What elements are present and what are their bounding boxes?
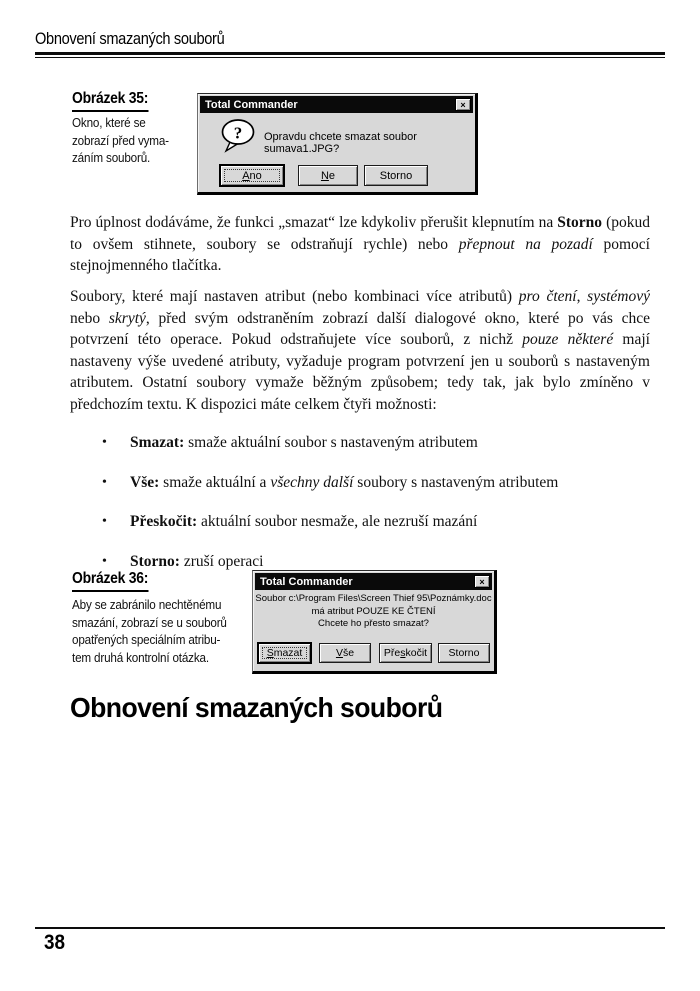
figure-36-label: Obrázek 36: xyxy=(72,570,148,592)
section-heading: Obnovení smazaných souborů xyxy=(70,692,443,723)
question-icon xyxy=(220,119,258,153)
caption-line: Aby se zabránilo nechtěnému xyxy=(72,597,222,612)
figure-35-caption xyxy=(72,114,169,167)
dialog-title: Total Commander xyxy=(205,98,298,111)
caption-line: Okno, které se xyxy=(72,115,146,130)
caption-line: tem druhá kontrolní otázka. xyxy=(72,649,209,665)
storno-button[interactable] xyxy=(438,643,490,663)
button-label: Storno xyxy=(379,169,413,182)
dialog-title-bar xyxy=(200,96,473,113)
options-list xyxy=(100,432,650,590)
page-number: 38 xyxy=(44,931,66,954)
figure-36-caption xyxy=(72,596,227,666)
message-line: Chcete ho přesto smazat? xyxy=(318,618,429,629)
caption-line: záním souborů. xyxy=(72,150,151,165)
figure-35-label: Obrázek 35: xyxy=(72,90,148,112)
header-rule xyxy=(35,52,665,58)
smazat-button[interactable] xyxy=(257,642,312,664)
dialog-title-bar xyxy=(255,573,492,590)
dialog-title: Total Commander xyxy=(260,575,353,588)
list-item xyxy=(100,511,650,533)
bullet-icon: • xyxy=(102,553,107,569)
confirm-delete-dialog xyxy=(197,93,478,195)
list-item xyxy=(100,432,650,454)
attribute-confirm-dialog xyxy=(252,570,497,674)
list-item-text: Vše: smaže aktuální a všechny další soubory s nastaveným atributem xyxy=(130,473,559,491)
paragraph: Soubory, které mají nastaven atribut (nebo kombinaci více atributů) pro čtení, systémový nebo skrytý, před svým odstraněním zobrazí další dialogové okno, které po vás chce potvrzení této operace. Pokud odstraňujete více souborů, z nichž pouze některé mají nastaveny výše uvedené atributy, vyžaduje program potvrzení jen u souborů s nastaveným atributem. Ostatní soubory vymaže běžným způsobem; tedy tak, jak bylo zmíněno v předchozím textu. K dispozici máte celkem čtyři možnosti: xyxy=(70,288,650,413)
dialog-message xyxy=(255,593,492,631)
list-item-text: Smazat: smaže aktuální soubor s nastaveným atributem xyxy=(130,434,478,451)
running-header: Obnovení smazaných souborů xyxy=(35,29,225,48)
button-label: Ne xyxy=(320,169,336,182)
paragraph: Pro úplnost dodáváme, že funkci „smazat“ lze kdykoliv přerušit klepnutím na Storno (pokud to ovšem stihnete, soubory se odstraňují rychle) nebo přepnout na pozadí pomocí stejnojmenného tlačítka. xyxy=(70,214,650,274)
caption-line: opatřených speciálním atribu- xyxy=(72,632,221,647)
close-icon[interactable]: × xyxy=(455,98,471,111)
list-item xyxy=(100,551,650,573)
button-label: Smazat xyxy=(266,647,303,659)
ne-button[interactable] xyxy=(298,165,358,186)
button-label: Storno xyxy=(448,647,480,659)
caption-line: zobrazí před vyma- xyxy=(72,132,169,148)
footer-rule xyxy=(35,927,665,929)
preskocit-button[interactable] xyxy=(379,643,432,663)
dialog-message: Opravdu chcete smazat soubor sumava1.JPG? xyxy=(264,131,417,155)
button-label: Ano xyxy=(242,169,262,182)
caption-line: smazání, zobrazí se u souborů xyxy=(72,614,227,630)
ano-button[interactable] xyxy=(219,164,285,187)
message-line: má atribut POUZE KE ČTENÍ xyxy=(311,605,436,617)
storno-button[interactable] xyxy=(364,165,428,186)
message-line: Soubor c:\Program Files\Screen Thief 95\Poznámky.doc xyxy=(255,593,492,604)
bullet-icon: • xyxy=(102,514,107,529)
list-item-text: Storno: zruší operaci xyxy=(130,552,264,570)
svg-text:?: ? xyxy=(233,123,243,143)
list-item-text: Přeskočit: aktuální soubor nesmaže, ale nezruší mazání xyxy=(130,513,478,530)
close-icon[interactable]: × xyxy=(474,575,490,588)
button-label: Vše xyxy=(335,647,355,659)
list-item xyxy=(100,472,650,494)
button-label: Přeskočit xyxy=(383,647,428,659)
bullet-icon: • xyxy=(102,435,107,450)
vse-button[interactable] xyxy=(319,643,371,663)
bullet-icon: • xyxy=(102,474,107,490)
